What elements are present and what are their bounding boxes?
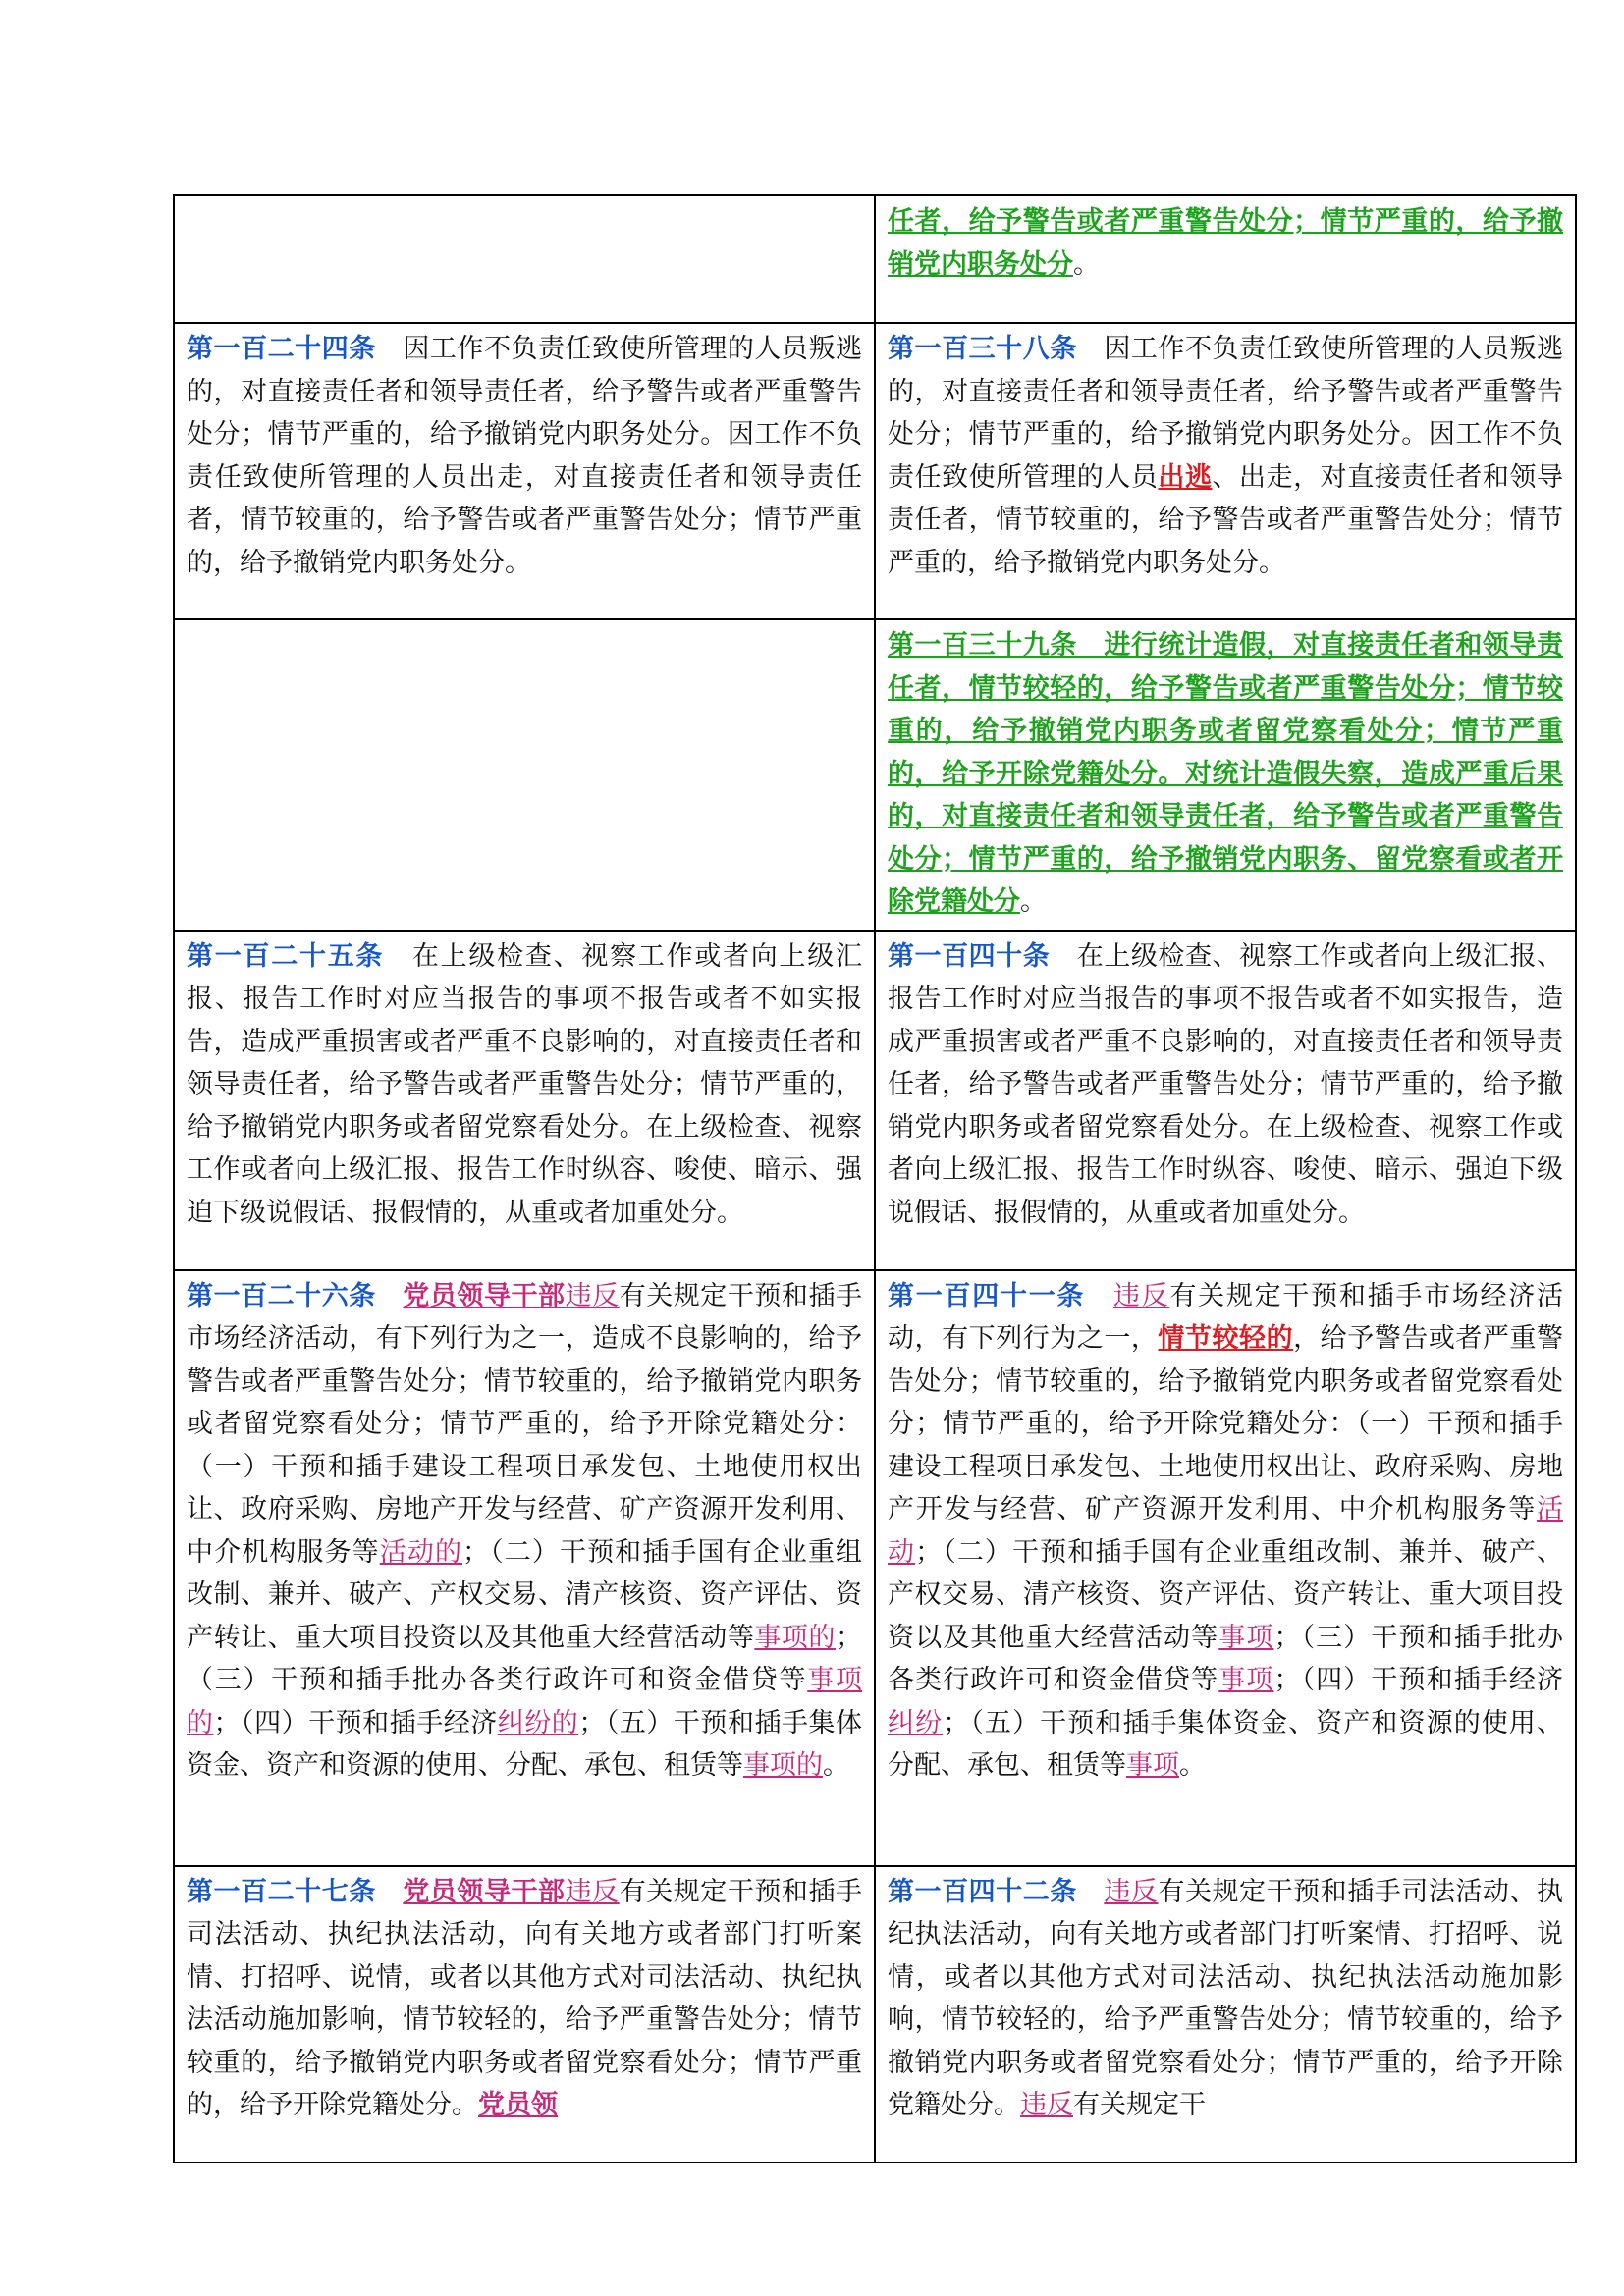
new-article-cell [875, 1866, 1576, 2163]
article-text-segment: 情节较轻的 [1158, 1323, 1294, 1354]
article-text-segment: 违反 [1020, 2090, 1073, 2120]
article-number: 第一百二十四条 [187, 334, 376, 364]
article-text-segment: ；（五）干预和插手集体资金、资产和资源的使用、分配、承包、租赁等 [888, 1707, 1564, 1781]
article-text-segment [1085, 1281, 1113, 1311]
article-text-segment: 在上级检查、视察工作或者向上级汇报、报告工作时对应当报告的事项不报告或者不如实报告，造成严重损害或者严重不良影响的，对直接责任者和领导责任者，给予警告或者严重警告处分；情节严重的，给予撤销党内职务或者留党察看处分。在上级检查、视察工作或者向上级汇报、报告工作时纵容、唆使、暗示、强迫下级说假话、报假情的，从重或者加重处分。 [888, 940, 1563, 1228]
article-text-segment: 有关规定干预和插手司法活动、执纪执法活动，向有关地方或者部门打听案情、打招呼、说情，或者以其他方式对司法活动、执纪执法活动施加影响，情节较轻的，给予严重警告处分；情节较重的，给予撤销党内职务或者留党察看处分；情节严重的，给予开除党籍处分。 [187, 1876, 863, 2120]
article-text-segment: 有关规定干 [1073, 2090, 1206, 2120]
old-article-cell [174, 1866, 875, 2163]
article-text-segment: 违反 [1112, 1280, 1170, 1311]
article-text-segment: 党员领导干部 [403, 1876, 566, 1907]
article-text-segment: 第一百三十九条 进行统计造假，对直接责任者和领导责任者，情节较轻的，给予警告或者严重警告处分；情节较重的，给予撤销党内职务或者留党察看处分；情节严重的，给予开除党籍处分。对统计造假失察，造成严重后果的，对直接责任者和领导责任者，给予警告或者严重警告处分；情节严重的，给予撤销党内职务、留党察看或者开除党籍处分 [888, 630, 1563, 917]
old-article-cell [174, 323, 875, 619]
new-article-cell [875, 323, 1576, 619]
table-row [174, 195, 1576, 323]
article-text-segment: 在上级检查、视察工作或者向上级汇报、报告工作时对应当报告的事项不报告或者不如实报告，造成严重损害或者严重不良影响的，对直接责任者和领导责任者，给予警告或者严重警告处分；情节严重的，给予撤销党内职务或者留党察看处分。在上级检查、视察工作或者向上级汇报、报告工作时纵容、唆使、暗示、强迫下级说假话、报假情的，从重或者加重处分。 [187, 940, 863, 1228]
article-text-segment: 违反 [565, 1280, 620, 1311]
article-text-segment: 。 [1020, 886, 1047, 917]
article-text-segment: 党员领 [478, 2090, 558, 2120]
article-number: 第一百四十二条 [888, 1876, 1077, 1907]
article-text-segment: ；（五）干预和插手集体资金、资产和资源的使用、分配、承包、租赁等 [187, 1707, 863, 1781]
article-text-segment: 纠纷 [888, 1707, 944, 1738]
article-text-segment: 党员领导干部 [403, 1280, 566, 1311]
article-text-segment: 、出走，对直接责任者和领导责任者，情节较重的，给予警告或者严重警告处分；情节严重的，给予撤销党内职务处分。 [888, 461, 1564, 578]
article-text-segment: 事项 [1126, 1750, 1179, 1781]
article-text-segment: 违反 [565, 1876, 620, 1907]
table-row [174, 619, 1576, 931]
article-number: 第一百四十条 [888, 940, 1051, 972]
table-body [174, 195, 1576, 2163]
article-text-segment [376, 1877, 404, 1907]
article-number: 第一百四十一条 [888, 1280, 1086, 1311]
article-text-segment: 。 [823, 1750, 849, 1781]
article-number: 第一百二十七条 [187, 1876, 376, 1907]
article-text-segment: 纠纷的 [497, 1707, 579, 1738]
article-text-segment: 因工作不负责任致使所管理的人员叛逃的，对直接责任者和领导责任者，给予警告或者严重警告处分；情节严重的，给予撤销党内职务处分。因工作不负责任致使所管理的人员 [888, 334, 1564, 493]
table-row [174, 1866, 1576, 2163]
new-article-cell [875, 195, 1576, 323]
new-article-cell [875, 931, 1576, 1270]
article-text-segment: 。 [1073, 248, 1100, 280]
article-number: 第一百三十八条 [888, 334, 1077, 364]
article-text-segment: 活动 [888, 1494, 1563, 1568]
article-text-segment: ；（四）干预和插手经济 [1273, 1665, 1564, 1695]
table-row [174, 931, 1576, 1270]
article-text-segment [376, 1281, 404, 1311]
article-text-segment: 事项的 [754, 1622, 837, 1653]
new-article-cell [875, 1270, 1576, 1866]
article-text-segment: 出逃 [1158, 461, 1213, 493]
article-text-segment: ，给予警告或者严重警告处分；情节较重的，给予撤销党内职务或者留党察看处分；情节严重的，给予开除党籍处分：（一）干预和插手建设工程项目承发包、土地使用权出让、政府采购、房地产开发与经营、矿产资源开发利用、中介机构服务等 [888, 1323, 1564, 1524]
article-text-segment: 违反 [1104, 1876, 1159, 1907]
table-row [174, 1270, 1576, 1866]
article-text-segment: ；（二）干预和插手国有企业重组改制、兼并、破产、产权交易、清产核资、资产评估、资产转让、重大项目投资以及其他重大经营活动等 [187, 1536, 863, 1653]
article-text-segment: 事项 [1218, 1622, 1274, 1653]
article-text-segment: 。 [1179, 1750, 1206, 1781]
article-text-segment: 有关规定干预和插手市场经济活动，有下列行为之一，造成不良影响的，给予警告或者严重警告处分；情节较重的，给予撤销党内职务或者留党察看处分；情节严重的，给予开除党籍处分：（一）干预和插手建设工程项目承发包、土地使用权出让、政府采购、房地产开发与经营、矿产资源开发利用、中介机构服务等 [187, 1280, 863, 1568]
article-text-segment: 事项 [1218, 1665, 1274, 1695]
article-text-segment: ；（二）干预和插手国有企业重组改制、兼并、破产、产权交易、清产核资、资产评估、资产转让、重大项目投资以及其他重大经营活动等 [888, 1536, 1564, 1653]
article-text-segment: 事项的 [187, 1665, 863, 1738]
article-text-segment: ；（三）干预和插手批办各类行政许可和资金借贷等 [187, 1622, 863, 1695]
article-text-segment: ；（四）干预和插手经济 [213, 1707, 498, 1738]
old-article-cell [174, 1270, 875, 1866]
article-text-segment: 活动的 [379, 1536, 463, 1568]
article-text-segment: 任者，给予警告或者严重警告处分；情节严重的，给予撤销党内职务处分 [888, 206, 1563, 280]
article-number: 第一百二十六条 [187, 1280, 376, 1311]
old-article-cell [174, 195, 875, 323]
article-text-segment: 事项的 [743, 1750, 823, 1781]
old-article-cell [174, 619, 875, 931]
article-text-segment: 因工作不负责任致使所管理的人员叛逃的，对直接责任者和领导责任者，给予警告或者严重警告处分；情节严重的，给予撤销党内职务处分。因工作不负责任致使所管理的人员出走，对直接责任者和领导责任者，情节较重的，给予警告或者严重警告处分；情节严重的，给予撤销党内职务处分。 [187, 334, 863, 578]
article-text-segment: 有关规定干预和插手司法活动、执纪执法活动，向有关地方或者部门打听案情、打招呼、说情，或者以其他方式对司法活动、执纪执法活动施加影响，情节较轻的，给予严重警告处分；情节较重的，给予撤销党内职务或者留党察看处分；情节严重的，给予开除党籍处分。 [888, 1876, 1564, 2120]
old-article-cell [174, 931, 875, 1270]
article-text-segment: ；（三）干预和插手批办各类行政许可和资金借贷等 [888, 1622, 1564, 1695]
article-text-segment [1077, 1877, 1105, 1907]
table-row [174, 323, 1576, 619]
article-text-segment: 有关规定干预和插手市场经济活动，有下列行为之一， [888, 1280, 1564, 1354]
article-number: 第一百二十五条 [187, 940, 385, 972]
comparison-table [173, 194, 1577, 2163]
new-article-cell [875, 619, 1576, 931]
